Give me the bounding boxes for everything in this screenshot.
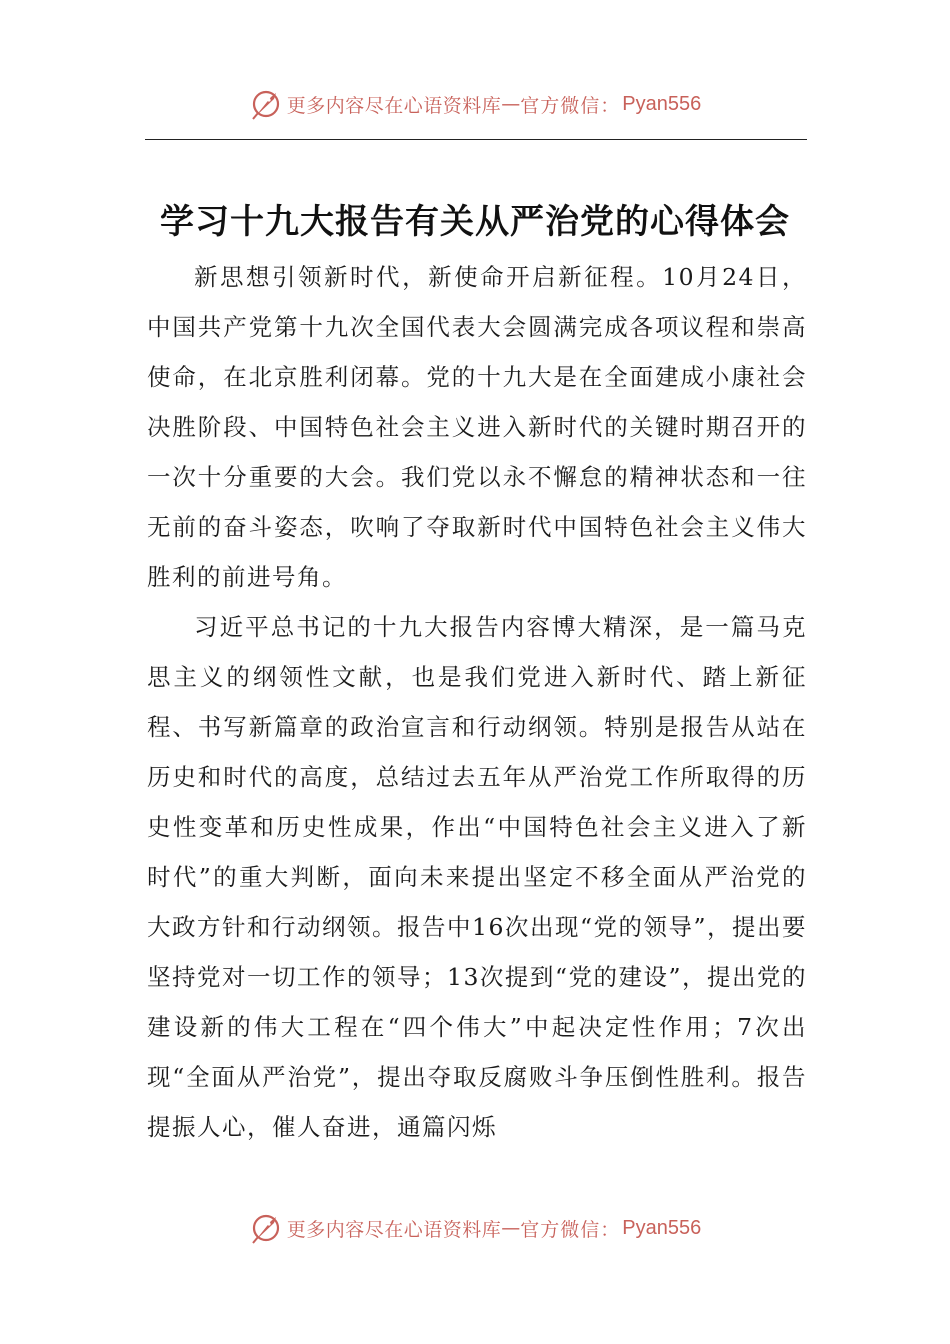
footer-banner [0, 1208, 950, 1248]
banner-dash: — [501, 1217, 521, 1239]
banner-wechat-label: 官方微信： [520, 94, 621, 117]
pen-logo-icon [249, 1211, 283, 1245]
paragraph-1: 新思想引领新时代，新使命开启新征程。10月24日，中国共产党第十九次全国代表大会圆满完成各项议程和崇高使命，在北京胜利闭幕。党的十九大是在全面建成小康社会决胜阶段、中国特色社会主义进入新时代的关键时期召开的一次十分重要的大会。我们党以永不懈怠的精神状态和一往无前的奋斗姿态，吹响了夺取新时代中国特色社会主义伟大胜利的前进号角。 [147, 263, 807, 591]
header-banner [0, 84, 950, 124]
banner-wechat-id: Pyan556 [622, 1216, 702, 1239]
pen-logo-icon [249, 87, 283, 121]
document-body [147, 252, 807, 1152]
banner-wechat-label: 官方微信： [520, 1218, 621, 1241]
banner-main-text: 更多内容尽在心语资料库 [286, 94, 502, 117]
header-divider [145, 139, 807, 140]
banner-dash: — [501, 93, 521, 115]
paragraph-2: 习近平总书记的十九大报告内容博大精深，是一篇马克思主义的纲领性文献，也是我们党进入新时代、踏上新征程、书写新篇章的政治宣言和行动纲领。特别是报告从站在历史和时代的高度，总结过去五年从严治党工作所取得的历史性变革和历史性成果，作出“中国特色社会主义进入了新时代”的重大判断，面向未来提出坚定不移全面从严治党的大政方针和行动纲领。报告中16次出现“党的领导”，提出要坚持党对一切工作的领导；13次提到“党的建设”，提出党的建设新的伟大工程在“四个伟大”中起决定性作用；7次出现“全面从严治党”，提出夺取反腐败斗争压倒性胜利。报告提振人心，催人奋进，通篇闪烁 [147, 613, 807, 1141]
document-title: 学习十九大报告有关从严治党的心得体会 [160, 202, 790, 242]
banner-main-text: 更多内容尽在心语资料库 [286, 1218, 502, 1241]
banner-wechat-id: Pyan556 [622, 92, 702, 115]
